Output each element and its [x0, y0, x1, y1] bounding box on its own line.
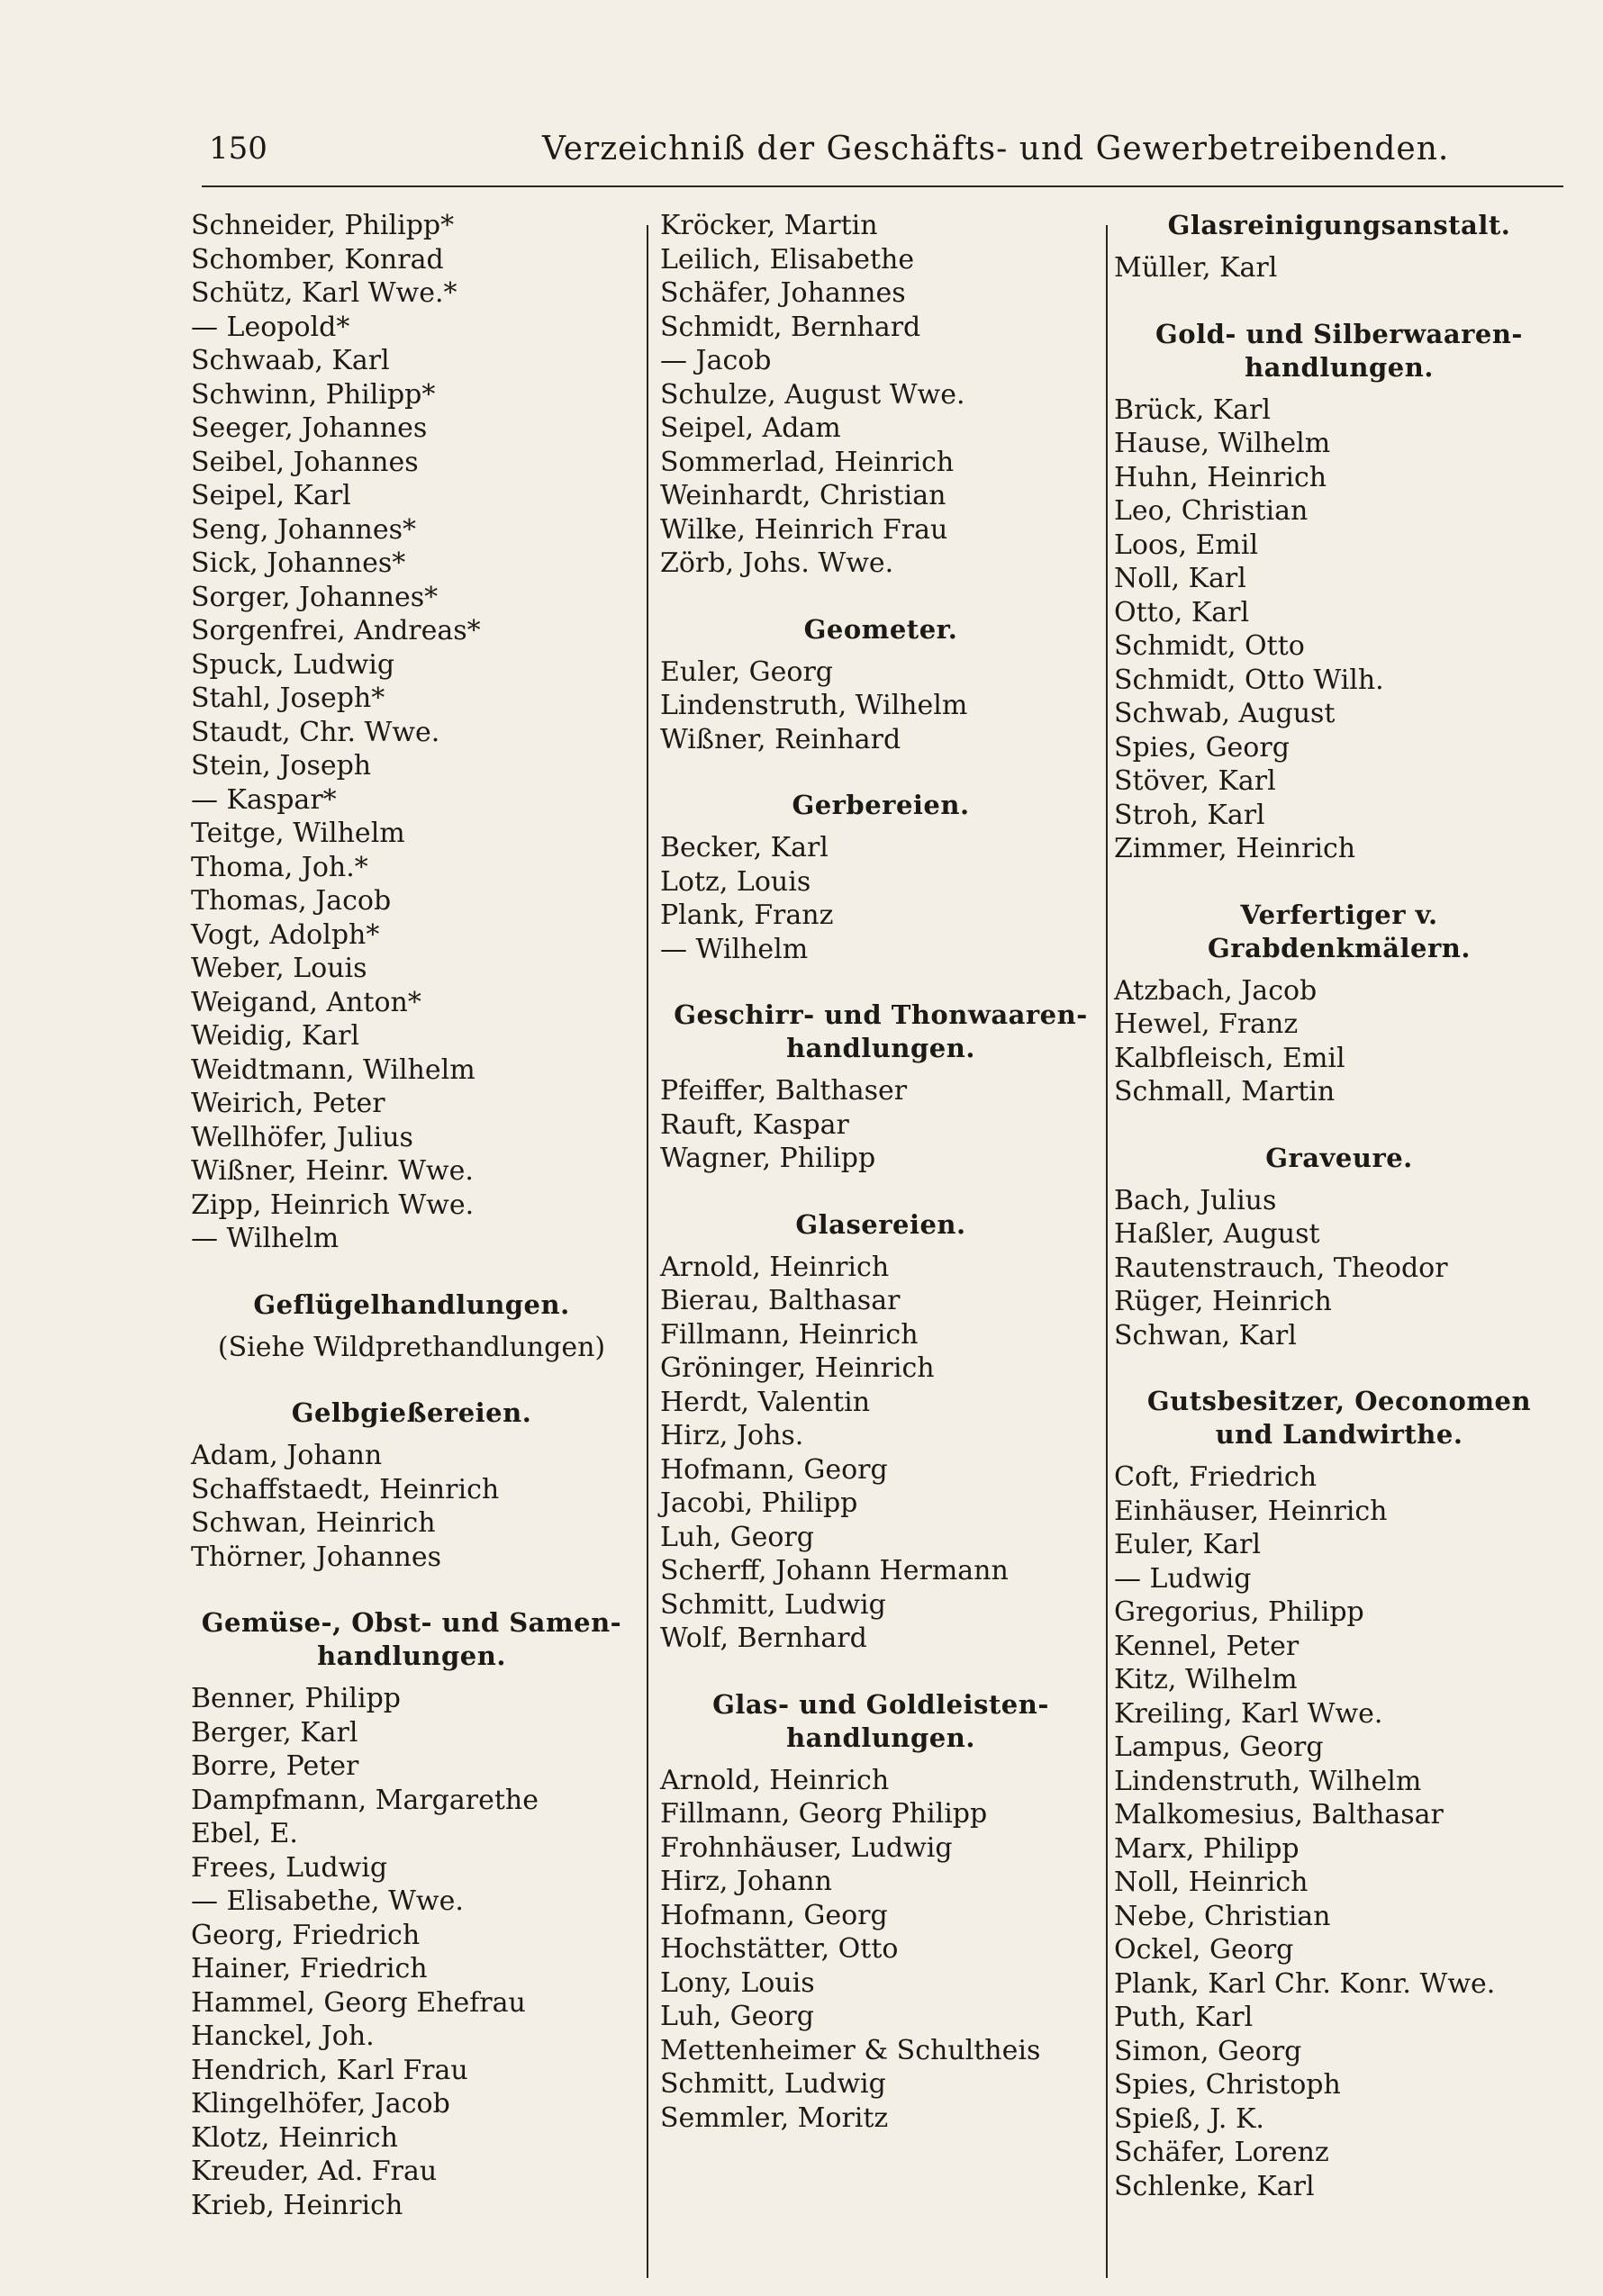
directory-entry: Schaffstaedt, Heinrich: [191, 1473, 500, 1505]
directory-entry: Hause, Wilhelm: [1114, 428, 1331, 459]
directory-entry: Kröcker, Martin: [660, 210, 878, 241]
directory-entry: Scherff, Johann Hermann: [660, 1555, 1009, 1586]
directory-entry: Noll, Heinrich: [1114, 1867, 1309, 1898]
section-heading: [1114, 1142, 1564, 1175]
section-heading: [191, 1288, 632, 1322]
directory-entry: Weigand, Anton*: [191, 986, 421, 1018]
directory-entry: Rauft, Kaspar: [660, 1108, 849, 1141]
directory-entry: Herdt, Valentin: [660, 1386, 871, 1418]
directory-entry: Schmall, Martin: [1114, 1076, 1336, 1107]
directory-entry: Einhäuser, Heinrich: [1114, 1495, 1388, 1527]
directory-entry: Zörb, Johs. Wwe.: [660, 547, 894, 579]
directory-entry: — Wilhelm: [191, 1223, 340, 1254]
directory-entry: Jacobi, Philipp: [660, 1487, 858, 1519]
section-heading: [1114, 209, 1564, 242]
directory-entry: — Ludwig: [1114, 1562, 1252, 1595]
directory-entry: Seipel, Adam: [660, 412, 841, 444]
directory-entry: Kalbfleisch, Emil: [1114, 1042, 1345, 1074]
column-2: [660, 209, 1101, 2135]
directory-entry: Wagner, Philipp: [660, 1143, 876, 1174]
directory-entry: Lindenstruth, Wilhelm: [1114, 1765, 1422, 1797]
directory-entry: Seipel, Karl: [191, 480, 351, 511]
directory-entry: Ebel, E.: [191, 1818, 298, 1849]
section-heading: [660, 789, 1101, 822]
directory-entry: Stein, Joseph: [191, 750, 372, 782]
column-divider: [1106, 225, 1108, 2278]
page-number: 150: [209, 131, 267, 167]
directory-entry: Adam, Johann: [191, 1440, 383, 1471]
directory-entry: Sorger, Johannes*: [191, 581, 439, 613]
section-heading-line: Gelbgießereien.: [291, 1397, 532, 1428]
directory-entry: Wellhöfer, Julius: [191, 1121, 413, 1153]
directory-entry: Schomber, Konrad: [191, 243, 444, 276]
directory-entry: Leo, Christian: [1114, 495, 1309, 527]
directory-entry: Klingelhöfer, Jacob: [191, 2088, 450, 2120]
page-header: [209, 131, 1560, 185]
directory-entry: Fillmann, Georg Philipp: [660, 1798, 988, 1830]
directory-entry: — Leopold*: [191, 311, 350, 343]
section-heading-line: Gutsbesitzer, Oeconomen: [1146, 1386, 1532, 1416]
directory-entry: Schmidt, Otto: [1114, 630, 1305, 662]
directory-entry: Thoma, Joh.*: [191, 851, 368, 883]
directory-entry: — Jacob: [660, 345, 772, 376]
directory-entry: Brück, Karl: [1114, 393, 1271, 426]
directory-entry: Rautenstrauch, Theodor: [1114, 1252, 1448, 1284]
directory-entry: Lampus, Georg: [1114, 1731, 1324, 1763]
directory-entry: — Wilhelm: [660, 933, 809, 965]
directory-entry: Luh, Georg: [660, 2001, 814, 2032]
section-heading-line: Glasereien.: [795, 1208, 966, 1240]
directory-entry: Kitz, Wilhelm: [1114, 1664, 1298, 1695]
directory-entry: Mettenheimer & Schultheis: [660, 2034, 1041, 2066]
directory-entry: Puth, Karl: [1114, 2002, 1254, 2033]
directory-entry: Hochstätter, Otto: [660, 1933, 899, 1965]
section-heading-line: Geometer.: [803, 613, 958, 645]
section-heading-line: handlungen.: [786, 1722, 975, 1753]
directory-entry: Haßler, August: [1114, 1218, 1320, 1250]
directory-entry: Weinhardt, Christian: [660, 480, 946, 511]
directory-entry: Lotz, Louis: [660, 865, 811, 898]
directory-entry: Euler, Karl: [1114, 1529, 1261, 1560]
directory-entry: Thomas, Jacob: [191, 885, 392, 917]
directory-entry: — Elisabethe, Wwe.: [191, 1885, 464, 1917]
directory-entry: Frees, Ludwig: [191, 1851, 388, 1884]
column-divider: [647, 225, 648, 2278]
directory-entry: Arnold, Heinrich: [660, 1251, 890, 1283]
directory-entry: Schütz, Karl Wwe.*: [191, 277, 457, 309]
directory-entry: Hirz, Johann: [660, 1866, 832, 1897]
directory-entry: Otto, Karl: [1114, 596, 1250, 628]
directory-entry: Coft, Friedrich: [1114, 1461, 1318, 1493]
directory-entry: Pfeiffer, Balthaser: [660, 1075, 908, 1107]
directory-entry: Plank, Franz: [660, 899, 834, 931]
directory-entry: Schwab, August: [1114, 698, 1336, 729]
section-heading-line: und Landwirthe.: [1215, 1419, 1463, 1450]
directory-entry: Schmidt, Bernhard: [660, 311, 921, 343]
section-heading: [660, 999, 1101, 1065]
directory-entry: Spieß, J. K.: [1114, 2102, 1264, 2135]
directory-entry: Borre, Peter: [191, 1750, 359, 1782]
directory-entry: Wißner, Heinr. Wwe.: [191, 1155, 474, 1187]
directory-entry: Schwan, Heinrich: [191, 1507, 436, 1539]
directory-entry: Seng, Johannes*: [191, 513, 416, 546]
section-heading-line: Verfertiger v. Grabdenkmälern.: [1208, 899, 1471, 963]
directory-entry: Semmler, Moritz: [660, 2102, 889, 2134]
directory-entry: Schwaab, Karl: [191, 345, 390, 376]
directory-entry: Lindenstruth, Wilhelm: [660, 690, 968, 721]
directory-entry: Hofmann, Georg: [660, 1453, 888, 1486]
section-heading-line: handlungen.: [786, 1033, 975, 1063]
directory-entry: Hendrich, Karl Frau: [191, 2054, 468, 2086]
directory-entry: Staudt, Chr. Wwe.: [191, 716, 440, 748]
directory-entry: Hirz, Johs.: [660, 1420, 804, 1451]
directory-entry: Wolf, Bernhard: [660, 1623, 867, 1654]
section-heading-line: Gemüse-, Obst- und Samen-: [201, 1607, 622, 1638]
directory-entry: Vogt, Adolph*: [191, 918, 380, 951]
directory-entry: Ockel, Georg: [1114, 1934, 1294, 1966]
directory-entry: Stahl, Joseph*: [191, 682, 385, 714]
directory-entry: Spies, Christoph: [1114, 2069, 1341, 2101]
section-heading-line: Glasreinigungsanstalt.: [1167, 210, 1511, 240]
directory-entry: Malkomesius, Balthasar: [1114, 1799, 1444, 1830]
section-heading: [1114, 1385, 1564, 1451]
directory-entry: Stöver, Karl: [1114, 765, 1276, 797]
directory-entry: Teitge, Wilhelm: [191, 818, 405, 849]
directory-entry: Simon, Georg: [1114, 2035, 1302, 2067]
directory-entry: Atzbach, Jacob: [1114, 974, 1318, 1007]
directory-entry: Müller, Karl: [1114, 252, 1278, 284]
section-heading-line: Gerbereien.: [792, 790, 970, 820]
directory-entry: Wißner, Reinhard: [660, 723, 901, 755]
directory-entry: Euler, Georg: [660, 655, 834, 688]
section-heading: [1114, 318, 1564, 384]
directory-entry: Spies, Georg: [1114, 731, 1290, 764]
column-1: [191, 209, 632, 2222]
directory-entry: Weidtmann, Wilhelm: [191, 1053, 475, 1086]
directory-entry: Plank, Karl Chr. Konr. Wwe.: [1114, 1967, 1496, 2000]
directory-entry: Hainer, Friedrich: [191, 1953, 428, 1984]
directory-entry: Zipp, Heinrich Wwe.: [191, 1189, 475, 1221]
directory-entry: Schlenke, Karl: [1114, 2170, 1315, 2202]
directory-entry: Weber, Louis: [191, 953, 367, 984]
directory-entry: Benner, Philipp: [191, 1683, 402, 1714]
directory-entry: Zimmer, Heinrich: [1114, 833, 1356, 864]
directory-entry: Schwinn, Philipp*: [191, 378, 436, 411]
directory-entry: Gröninger, Heinrich: [660, 1352, 935, 1384]
directory-entry: Stroh, Karl: [1114, 799, 1265, 831]
directory-entry: Nebe, Christian: [1114, 1900, 1331, 1932]
directory-entry: Fillmann, Heinrich: [660, 1318, 919, 1351]
section-heading: [1114, 899, 1564, 965]
directory-entry: Schäfer, Johannes: [660, 277, 906, 309]
directory-entry: Huhn, Heinrich: [1114, 461, 1327, 493]
directory-entry: Sorgenfrei, Andreas*: [191, 615, 481, 646]
directory-entry: Weirich, Peter: [191, 1088, 385, 1119]
directory-entry: Kreuder, Ad. Frau: [191, 2156, 438, 2187]
directory-entry: Lony, Louis: [660, 1966, 815, 1999]
directory-entry: Hanckel, Joh.: [191, 2020, 375, 2052]
section-heading-line: Gold- und Silberwaaren-: [1155, 318, 1523, 349]
section-heading: [660, 1688, 1101, 1755]
column-3: [1114, 209, 1564, 2203]
directory-entry: Hewel, Franz: [1114, 1008, 1299, 1040]
directory-entry: Bach, Julius: [1114, 1184, 1277, 1216]
directory-entry: Sommerlad, Heinrich: [660, 446, 955, 478]
directory-entry: Georg, Friedrich: [191, 1919, 421, 1951]
section-heading-line: Glas- und Goldleisten-: [712, 1688, 1049, 1720]
directory-entry: Kennel, Peter: [1114, 1630, 1300, 1662]
directory-entry: Leilich, Elisabethe: [660, 243, 915, 276]
directory-entry: Wilke, Heinrich Frau: [660, 513, 948, 546]
section-note: (Siehe Wildprethandlungen): [217, 1331, 606, 1363]
section-heading: [191, 1397, 632, 1430]
section-heading-line: Geflügelhandlungen.: [253, 1288, 570, 1320]
directory-entry: Schmidt, Otto Wilh.: [1114, 664, 1384, 696]
directory-entry: Schwan, Karl: [1114, 1319, 1297, 1351]
directory-entry: Krieb, Heinrich: [191, 2189, 403, 2221]
section-heading-line: Graveure.: [1265, 1142, 1413, 1173]
directory-entry: Noll, Karl: [1114, 563, 1246, 594]
directory-entry: Frohnhäuser, Ludwig: [660, 1831, 953, 1864]
section-heading: [660, 1208, 1101, 1242]
directory-entry: Loos, Emil: [1114, 529, 1259, 561]
directory-entry: Schäfer, Lorenz: [1114, 2137, 1329, 2168]
section-heading-line: handlungen.: [1245, 351, 1434, 383]
directory-entry: Hofmann, Georg: [660, 1899, 888, 1931]
directory-entry: Arnold, Heinrich: [660, 1764, 890, 1796]
directory-entry: Schneider, Philipp*: [191, 210, 455, 241]
directory-entry: Schmitt, Ludwig: [660, 2068, 886, 2100]
section-heading: [191, 1606, 632, 1673]
directory-entry: Berger, Karl: [191, 1716, 358, 1749]
section-heading-line: handlungen.: [317, 1641, 506, 1671]
directory-entry: Klotz, Heinrich: [191, 2121, 398, 2154]
directory-entry: Rüger, Heinrich: [1114, 1286, 1332, 1317]
header-rule: [202, 185, 1563, 187]
directory-entry: Becker, Karl: [660, 832, 829, 863]
directory-entry: Weidig, Karl: [191, 1020, 360, 1052]
directory-entry: Bierau, Balthasar: [660, 1285, 901, 1316]
running-title: Verzeichniß der Geschäfts- und Gewerbetreibenden.: [542, 131, 1450, 167]
section-heading: [660, 613, 1101, 646]
directory-entry: Marx, Philipp: [1114, 1832, 1300, 1865]
directory-entry: Thörner, Johannes: [191, 1541, 442, 1573]
directory-entry: Schulze, August Wwe.: [660, 378, 965, 411]
section-heading-line: Geschirr- und Thonwaaren-: [674, 999, 1088, 1030]
directory-entry: Spuck, Ludwig: [191, 648, 395, 681]
directory-entry: Seibel, Johannes: [191, 446, 419, 478]
directory-entry: Luh, Georg: [660, 1521, 814, 1553]
directory-entry: Schmitt, Ludwig: [660, 1588, 886, 1621]
directory-entry: Gregorius, Philipp: [1114, 1596, 1364, 1628]
directory-entry: Hammel, Georg Ehefrau: [191, 1986, 526, 2019]
directory-entry: Sick, Johannes*: [191, 547, 406, 579]
directory-entry: Seeger, Johannes: [191, 412, 428, 444]
directory-entry: Kreiling, Karl Wwe.: [1114, 1697, 1383, 1730]
directory-entry: — Kaspar*: [191, 783, 337, 816]
directory-entry: Dampfmann, Margarethe: [191, 1784, 539, 1816]
